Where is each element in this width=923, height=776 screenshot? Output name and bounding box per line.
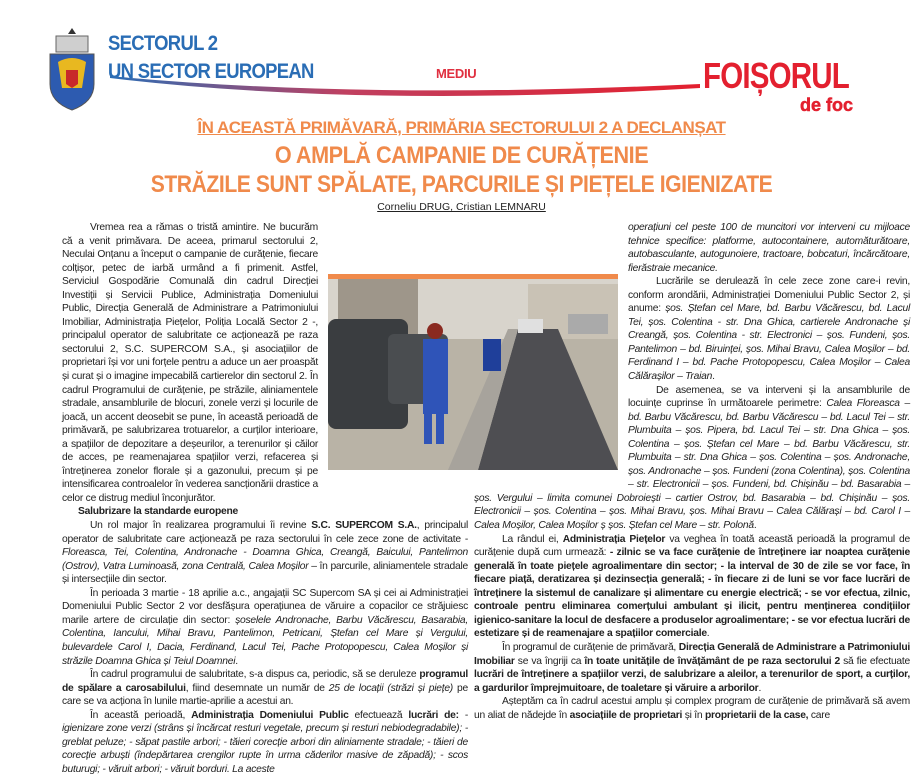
text-run: .: [706, 628, 710, 640]
article-kicker: ÎN ACEASTĂ PRIMĂVARĂ, PRIMĂRIA SECTORULUI 2 A DECLANȘAT: [197, 118, 726, 137]
text-run: , principalul operator de salubritate care acționează pe raza sectorului în cele zece zone de activitate -: [62, 520, 468, 545]
section-label: MEDIU: [436, 66, 477, 81]
text-run: .: [712, 371, 715, 383]
text-run: , fiind desemnate un număr de: [185, 682, 329, 694]
text-run: Administrația Domeniului Public: [191, 709, 349, 721]
article-subtitle: STRĂZILE SUNT SPĂLATE, PARCURILE ȘI PIEȚELE IGIENIZATE: [150, 171, 773, 198]
text-run: va veghea în toată această perioadă la programul de curățenie după cum urmează:: [474, 533, 910, 559]
newspaper-logo-subtitle: de foc: [800, 95, 854, 115]
text-run: În cadrul programului de salubritate, s-a dispus ca, periodic, să se deruleze: [90, 669, 420, 681]
text-run: lucrări de întreținere a spațiilor verzi, de salubrizare a aleilor, a terenurilor de sport, a curților, a gardurilor împrejmuitoare, de toaletare și văruire a arborilor: [474, 669, 910, 694]
text-run: În această perioadă,: [90, 709, 192, 721]
text-run: – în parcurile, aliniamentele stradale și intersecțiile din sector.: [62, 560, 468, 586]
paragraph: [62, 587, 468, 668]
text-run: în toate unitățile de învățământ de pe raza sectorului 2: [584, 655, 840, 667]
text-run: se va îngriji ca: [514, 655, 585, 667]
text-run: șos. Ștefan cel Mare, bd. Barbu Văcărescu, bd. Lacul Tei, șos. Colentina - str. Dna Ghica, cartierele Andronache și Creangă, șos. Colentina - str. Electronici – șos. Fundeni, șos. Pantelimon – bd. Biruinței, șos. Mihai Bravu, Calea Moșilor – bd. Ferdinand I – bd. Pache Protopopescu, Calea Moșilor – Calea Călărașilor – Traian: [628, 303, 910, 383]
text-run: De asemenea, se va interveni și la ansamblurile de locuințe cuprinse în următoarele perimetre:: [628, 384, 910, 410]
text-run: operațiuni cel peste 100 de muncitori vor interveni cu mijloace tehnice specifice: platforme, autocontainere, automăturătoare, autobasculante, autogunoiere, tractoare, bobcaturi, încărcătoare, fierăstraie mecanice.: [628, 222, 910, 274]
text-run: Vremea rea a rămas o tristă amintire. Ne bucurăm că a venit primăvara. De aceea, primarul sectorului 2, Neculai Onțanu a început o campanie de curățenie, fiecare colțișor, petec de iarbă urmând a fi primenit. Astfel, Serviciul Gospodărie Comunală din cadrul Direcției Investiții și Servicii Publice, Administrația Domeniului Public, Direcția Generală de Administrare a Patrimoniului Imobiliar, Administrația Piețelor, Poliția Locală Sector 2 -, principalul operator de salubritate ce acționează pe raza sectorului 2, S.C. SUPERCOM S.A., și asociațiilor de proprietari își vor uni forțele pentru a aduce un aer proaspăt și curat și o imagine impecabilă cartierelor din sectorul 2. În cadrul Programului de curățenie, pe străzile, aliniamentele stradale, ansamblurile de blocuri, zonele verzi și locurile de joacă, un accent deosebit se pune, în această perioadă de primăvară, pe salubrizarea trotuarelor, a curților interioare, a spațiilor de depozitare a deșeurilor, a terenurilor și căilor de acces, pe reamenajarea spațiilor verzi, refacerea și întreținerea zonelor florale și a gazonului, precum și pe intensificarea controalelor în vederea sancționării drastice a celor ce distrug mediul înconjurător.: [62, 222, 318, 504]
section-heading: [62, 505, 468, 519]
text-run: și în: [682, 709, 705, 721]
text-run: pe care se va acționa în lunile martie-aprilie a acestui an.: [62, 682, 468, 708]
text-run: să fie efectuate: [839, 655, 910, 667]
text-run: Salubrizare la standarde europene: [78, 506, 238, 518]
text-run: programul de spălare a carosabilului: [62, 669, 468, 694]
text-run: S.C. SUPERCOM S.A.: [311, 520, 417, 532]
paragraph: [62, 668, 468, 709]
brand-line-1: SECTORUL 2: [108, 32, 218, 55]
paragraph: [62, 519, 468, 587]
text-run: .: [235, 655, 238, 667]
text-run: În perioada 3 martie - 18 aprilie a.c., angajații SC Supercom SA și cei ai Administrației Domeniului Public Sector 2 vor desfășura operațiunea de văruire a copacilor ce străjuiesc marile artere de circulație din sector:: [62, 587, 468, 626]
text-run: proprietarii de la case,: [704, 709, 809, 721]
text-run: În programul de curățenie de primăvară,: [502, 641, 679, 653]
brand-line-2: UN SECTOR EUROPEAN: [108, 60, 314, 83]
paragraph: [474, 695, 910, 722]
text-run: Un rol major în realizarea programului îi revine: [90, 520, 312, 532]
text-run: -: [458, 709, 468, 721]
text-run: Calea Floreasca – bd. Barbu Văcărescu, bd. Barbu Văcărescu – bd. Lacul Tei – str. Plumbuita – șos. Pipera, bd. Lacul Tei – str. Dna Ghica – șos. Colentina – șos. Ștefan cel Mare – bd. Barbu Văcărescu, str. Plumbuita – str. Dna Ghica – șos. Colentina – șos. Andronache, șos. Andronache – șos. Fundeni (zona Colentina), șos. Colentina – str. Electronicii – șos. Fundeni, bd. Chișinău – bd. Basarabia – șos. Vergului – limita comunei Dobroiești – cartier Ostrov, bd. Basarabia – bd. Chișinău – șos. Electronicii – șos. Colentina – șos. Mihai Bravu, șos. Mihai Bravu – Calea Călărași – bd. Carol I – Calea Moșilor, Calea Moșilor ș șos. Ștefan cel Mare – str. Polonă: [474, 398, 910, 532]
paragraph: [474, 641, 910, 695]
text-run: lucrări de:: [408, 709, 459, 721]
text-run: .: [758, 682, 762, 694]
text-run: igienizare zone verzi (strâns și încărcat resturi vegetale, precum și resturi nebiodegradabile); - greblat peluze; - săpat pastile arbori; - tăieri corecție arbori din aliniamente stradale; - tăieri de corecție arbuști (îndepărtarea crengilor rupte în urma căderilor masive de zăpadă); - scos buturugi; - văruit arbori; - văruit borduri. La aceste: [62, 723, 468, 775]
article-title: O AMPLĂ CAMPANIE DE CURĂȚENIE: [274, 142, 649, 169]
text-run: asociațiile de proprietari: [569, 709, 683, 721]
newspaper-logo: FOIȘORUL: [703, 55, 849, 96]
byline: Corneliu DRUG, Cristian LEMNARU: [377, 201, 546, 213]
text-run: Așteptăm ca în cadrul acestui amplu și complex program de curățenie de primăvară să avem un aliat de nădejde în: [474, 696, 910, 721]
street-cleaning-photo: [328, 274, 618, 470]
paragraph: [474, 221, 910, 275]
text-run: Lucrările se derulează în cele zece zone care-i revin, conform arondării, Administrației Domeniului Public Sector 2, și anume:: [628, 276, 910, 315]
text-run: La rândul ei,: [502, 533, 563, 545]
paragraph: [62, 709, 468, 776]
text-run: efectuează: [348, 709, 409, 721]
text-run: Administrația Piețelor: [562, 533, 666, 545]
text-run: .: [753, 520, 757, 532]
text-run: care: [808, 709, 830, 721]
text-run: șoselele Andronache, Barbu Văcărescu, Basarabia, Colentina, Iancului, Mihai Bravu, Pantelimon, Petricani, Ștefan cel Mare și Vergului, bulevardele Carol I, Dacia, Ferdinand, Lacul Tei, Pache Protopopescu, Calea Moșilor și străzile Doamna Ghica și Teiul Doamnei: [62, 614, 468, 667]
text-run: - zilnic se va face curățenie de întreținere iar noaptea curățenie generală în toate piețele agroalimentare din sector; - la interval de 30 de zile se vor face, în fiecare piață, deratizarea și dezinsecția generală; - în fiecare zi de luni se vor face lucrări de întreținere la sistemul de canalizare și alimentare cu energie electrică; - se vor efectua, zilnic, controale pentru eliminarea comerțului ambulant și ilicit, pentru menținerea condițiilor igienico-sanitare la locul de desfacere a produselor agroalimentare; - se vor efectua lucrări de estetizare și de reamenajare a spațiilor comerciale: [474, 547, 910, 640]
paragraph: [474, 533, 910, 641]
text-run: Direcția Generală de Administrare a Patrimoniului Imobiliar: [474, 641, 910, 667]
text-run: 25 de locații (străzi și piețe): [328, 682, 453, 694]
text-run: Floreasca, Tei, Colentina, Andronache - Doamna Ghica, Creangă, Baicului, Pantelimon (Ostrov), Vatra Luminoasă, zona Centrală, Calea Moșilor: [62, 547, 468, 572]
